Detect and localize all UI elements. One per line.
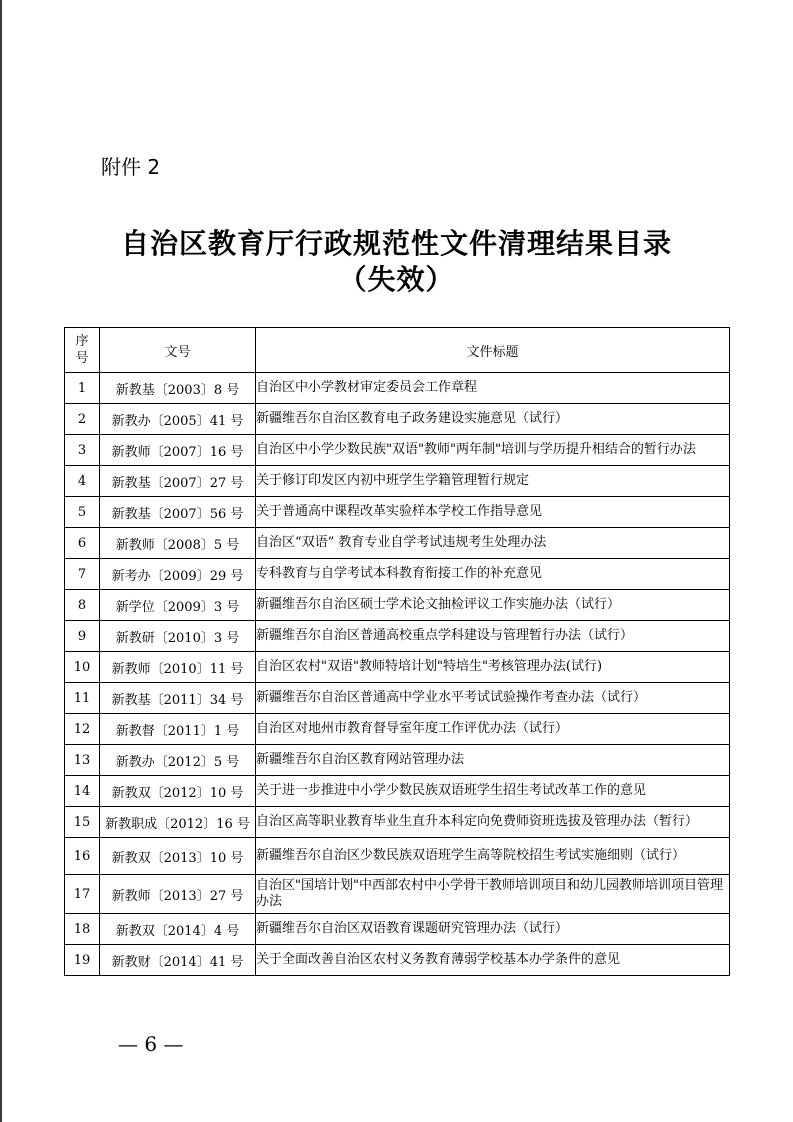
row-title: 新疆维吾尔自治区少数民族双语班学生高等院校招生考试实施细则（试行）: [256, 838, 730, 875]
table-row: [65, 590, 730, 621]
table-row: [65, 945, 730, 976]
row-title: 新疆维吾尔自治区双语教育课题研究管理办法（试行）: [256, 914, 730, 945]
header-code: 文号: [100, 328, 256, 373]
table-header-row: [65, 328, 730, 373]
row-seq: 19: [65, 945, 100, 976]
row-seq: 11: [65, 683, 100, 714]
row-code: 新学位〔2009〕3 号: [100, 590, 256, 621]
row-code: 新教基〔2007〕56 号: [100, 497, 256, 528]
row-title: 新疆维吾尔自治区硕士学术论文抽检评议工作实施办法（试行）: [256, 590, 730, 621]
row-code: 新教办〔2005〕41 号: [100, 404, 256, 435]
row-code: 新教双〔2014〕4 号: [100, 914, 256, 945]
row-code: 新考办〔2009〕29 号: [100, 559, 256, 590]
table-row: [65, 745, 730, 776]
row-seq: 10: [65, 652, 100, 683]
table-row: [65, 776, 730, 807]
page-number: — 6 —: [118, 1032, 184, 1056]
row-seq: 3: [65, 435, 100, 466]
row-seq: 4: [65, 466, 100, 497]
row-title: 关于进一步推进中小学少数民族双语班学生招生考试改革工作的意见: [256, 776, 730, 807]
row-code: 新教基〔2003〕8 号: [100, 373, 256, 404]
row-title: 新疆维吾尔自治区普通高校重点学科建设与管理暂行办法（试行）: [256, 621, 730, 652]
row-title: 新疆维吾尔自治区教育电子政务建设实施意见（试行）: [256, 404, 730, 435]
table-row: [65, 466, 730, 497]
header-seq-top: 序: [75, 334, 89, 349]
row-title: 自治区对地州市教育督导室年度工作评优办法（试行）: [256, 714, 730, 745]
file-list-table: [64, 327, 730, 976]
table-row: [65, 435, 730, 466]
row-title: 自治区"国培计划"中西部农村中小学骨干教师培训项目和幼儿园教师培训项目管理办法: [256, 875, 730, 914]
row-seq: 17: [65, 875, 100, 914]
row-seq: 12: [65, 714, 100, 745]
table-row: [65, 875, 730, 914]
row-code: 新教财〔2014〕41 号: [100, 945, 256, 976]
row-title: 自治区中小学少数民族"双语"教师"两年制"培训与学历提升相结合的暂行办法: [256, 435, 730, 466]
row-seq: 1: [65, 373, 100, 404]
row-title: 新疆维吾尔自治区教育网站管理办法: [256, 745, 730, 776]
table-row: [65, 714, 730, 745]
row-code: 新教研〔2010〕3 号: [100, 621, 256, 652]
row-title: 专科教育与自学考试本科教育衔接工作的补充意见: [256, 559, 730, 590]
row-code: 新教双〔2012〕10 号: [100, 776, 256, 807]
table-row: [65, 404, 730, 435]
row-code: 新教基〔2007〕27 号: [100, 466, 256, 497]
row-seq: 15: [65, 807, 100, 838]
row-seq: 2: [65, 404, 100, 435]
row-code: 新教师〔2008〕5 号: [100, 528, 256, 559]
table-row: [65, 652, 730, 683]
row-seq: 13: [65, 745, 100, 776]
header-seq: [65, 328, 100, 373]
row-code: 新教师〔2007〕16 号: [100, 435, 256, 466]
table-row: [65, 497, 730, 528]
row-code: 新教督〔2011〕1 号: [100, 714, 256, 745]
row-code: 新教基〔2011〕34 号: [100, 683, 256, 714]
table-row: [65, 807, 730, 838]
row-code: 新教师〔2010〕11 号: [100, 652, 256, 683]
table-row: [65, 683, 730, 714]
row-seq: 18: [65, 914, 100, 945]
row-title: 关于全面改善自治区农村义务教育薄弱学校基本办学条件的意见: [256, 945, 730, 976]
table-row: [65, 528, 730, 559]
row-seq: 14: [65, 776, 100, 807]
row-code: 新教职成〔2012〕16 号: [100, 807, 256, 838]
attachment-label: 附件 2: [101, 155, 161, 179]
row-title: 自治区中小学教材审定委员会工作章程: [256, 373, 730, 404]
table-row: [65, 559, 730, 590]
header-seq-bottom: 号: [75, 351, 89, 366]
row-code: 新教双〔2013〕10 号: [100, 838, 256, 875]
row-seq: 8: [65, 590, 100, 621]
row-seq: 7: [65, 559, 100, 590]
row-seq: 6: [65, 528, 100, 559]
row-code: 新教师〔2013〕27 号: [100, 875, 256, 914]
page-edge: [0, 0, 2, 1122]
row-title: 自治区高等职业教育毕业生直升本科定向免费师资班选拔及管理办法（暂行）: [256, 807, 730, 838]
row-seq: 5: [65, 497, 100, 528]
document-subtitle: （失效）: [338, 263, 455, 296]
row-seq: 16: [65, 838, 100, 875]
table-row: [65, 838, 730, 875]
row-title: 关于普通高中课程改革实验样本学校工作指导意见: [256, 497, 730, 528]
row-title: 自治区农村"双语"教师特培计划"特培生"考核管理办法(试行): [256, 652, 730, 683]
table-row: [65, 621, 730, 652]
row-title: 新疆维吾尔自治区普通高中学业水平考试试验操作考查办法（试行）: [256, 683, 730, 714]
row-title: 关于修订印发区内初中班学生学籍管理暂行规定: [256, 466, 730, 497]
table-row: [65, 914, 730, 945]
table-row: [65, 373, 730, 404]
row-code: 新教办〔2012〕5 号: [100, 745, 256, 776]
row-title: 自治区“双语” 教育专业自学考试违规考生处理办法: [256, 528, 730, 559]
header-title: 文件标题: [256, 328, 730, 373]
document-title: 自治区教育厅行政规范性文件清理结果目录: [120, 227, 672, 260]
row-seq: 9: [65, 621, 100, 652]
